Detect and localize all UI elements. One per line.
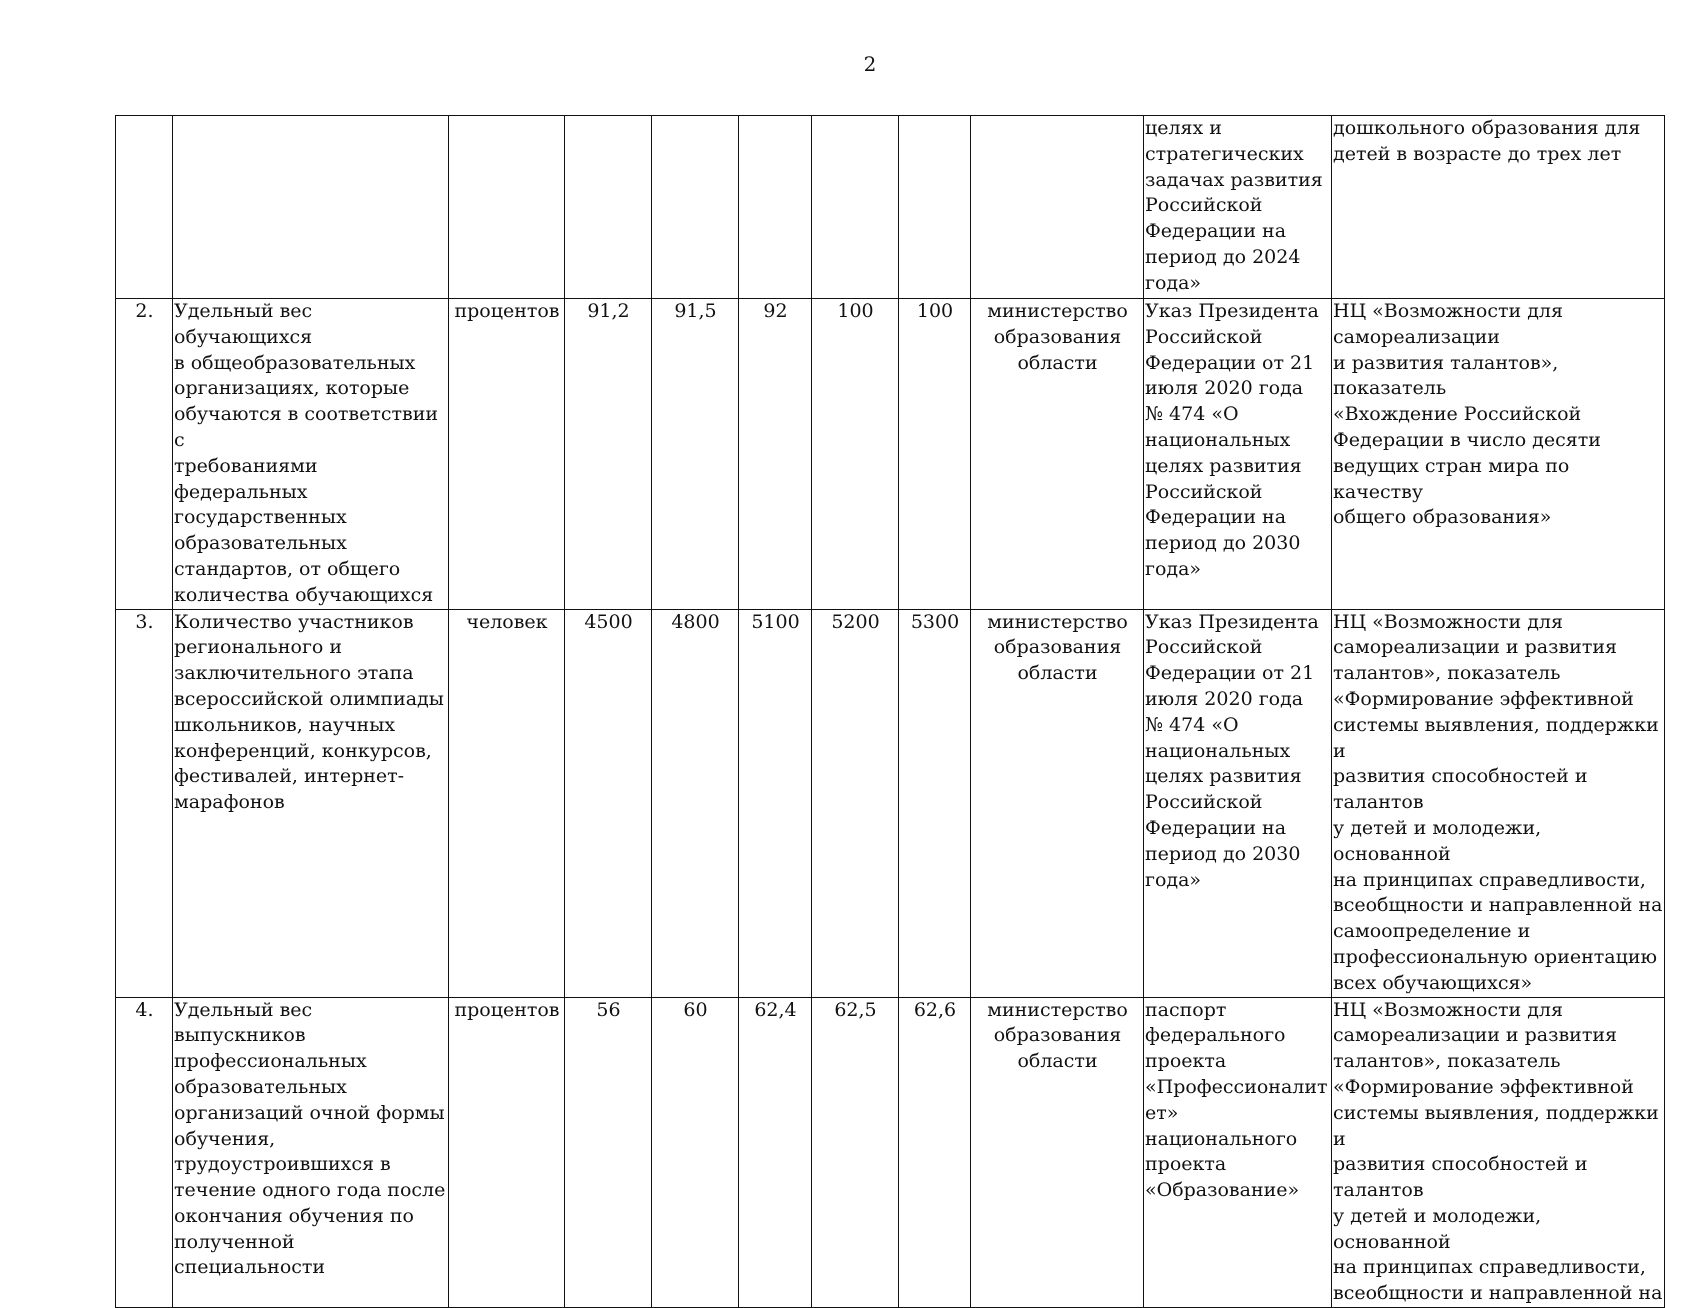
indicator-cell: Удельный вес обучающихся в общеобразовательных организациях, которые обучаются в соответствии с требованиями федеральных государственных образовательных стандартов, от общего количества обучающихся	[173, 299, 449, 610]
unit-cell	[449, 116, 565, 299]
value-cell: 4800	[652, 609, 739, 997]
row-number-cell: 4.	[116, 997, 173, 1308]
project-cell: НЦ «Возможности для самореализации и развития талантов», показатель «Формирование эффективной системы выявления, поддержки и развития способностей и талантов у детей и молодежи, основанной на принципах справедливости, всеобщности и направленной на	[1332, 997, 1665, 1308]
page-number: 2	[863, 52, 877, 76]
table-row	[116, 609, 1665, 997]
value-cell	[899, 116, 971, 299]
project-cell: НЦ «Возможности для самореализации и развития талантов», показатель «Вхождение Российской Федерации в число десяти ведущих стран мира по качеству общего образования»	[1332, 299, 1665, 610]
value-cell: 62,5	[812, 997, 899, 1308]
unit-cell: процентов	[449, 299, 565, 610]
project-cell: НЦ «Возможности для самореализации и развития талантов», показатель «Формирование эффективной системы выявления, поддержки и развития способностей и талантов у детей и молодежи, основанной на принципах справедливости, всеобщности и направленной на самоопределение и профессиональную ориентацию всех обучающихся»	[1332, 609, 1665, 997]
document-cell: паспорт федерального проекта «Профессионалитет» национального проекта «Образование»	[1144, 997, 1332, 1308]
document-cell: целях и стратегических задачах развития Российской Федерации на период до 2024 года»	[1144, 116, 1332, 299]
value-cell: 62,6	[899, 997, 971, 1308]
responsible-cell: министерство образования области	[971, 997, 1144, 1308]
value-cell: 60	[652, 997, 739, 1308]
unit-cell: процентов	[449, 997, 565, 1308]
indicators-table	[115, 115, 1665, 1308]
value-cell	[565, 116, 652, 299]
value-cell	[652, 116, 739, 299]
responsible-cell: министерство образования области	[971, 609, 1144, 997]
value-cell: 100	[899, 299, 971, 610]
responsible-cell	[971, 116, 1144, 299]
indicator-cell: Количество участников регионального и заключительного этапа всероссийской олимпиады школьников, научных конференций, конкурсов, фестивалей, интернет- марафонов	[173, 609, 449, 997]
document-cell: Указ Президента Российской Федерации от 21 июля 2020 года № 474 «О национальных целях развития Российской Федерации на период до 2030 года»	[1144, 299, 1332, 610]
row-number-cell	[116, 116, 173, 299]
value-cell: 91,2	[565, 299, 652, 610]
value-cell: 100	[812, 299, 899, 610]
table-row	[116, 116, 1665, 299]
table-row	[116, 299, 1665, 610]
value-cell: 5300	[899, 609, 971, 997]
document-cell: Указ Президента Российской Федерации от 21 июля 2020 года № 474 «О национальных целях развития Российской Федерации на период до 2030 года»	[1144, 609, 1332, 997]
unit-cell: человек	[449, 609, 565, 997]
indicator-cell	[173, 116, 449, 299]
value-cell: 4500	[565, 609, 652, 997]
value-cell: 56	[565, 997, 652, 1308]
value-cell: 91,5	[652, 299, 739, 610]
row-number-cell: 2.	[116, 299, 173, 610]
responsible-cell: министерство образования области	[971, 299, 1144, 610]
value-cell	[739, 116, 812, 299]
table-row	[116, 997, 1665, 1308]
row-number-cell: 3.	[116, 609, 173, 997]
value-cell: 92	[739, 299, 812, 610]
indicator-cell: Удельный вес выпускников профессиональных образовательных организаций очной формы обучения, трудоустроившихся в течение одного года после окончания обучения по полученной специальности	[173, 997, 449, 1308]
value-cell: 62,4	[739, 997, 812, 1308]
value-cell: 5200	[812, 609, 899, 997]
value-cell	[812, 116, 899, 299]
value-cell: 5100	[739, 609, 812, 997]
project-cell: дошкольного образования для детей в возрасте до трех лет	[1332, 116, 1665, 299]
